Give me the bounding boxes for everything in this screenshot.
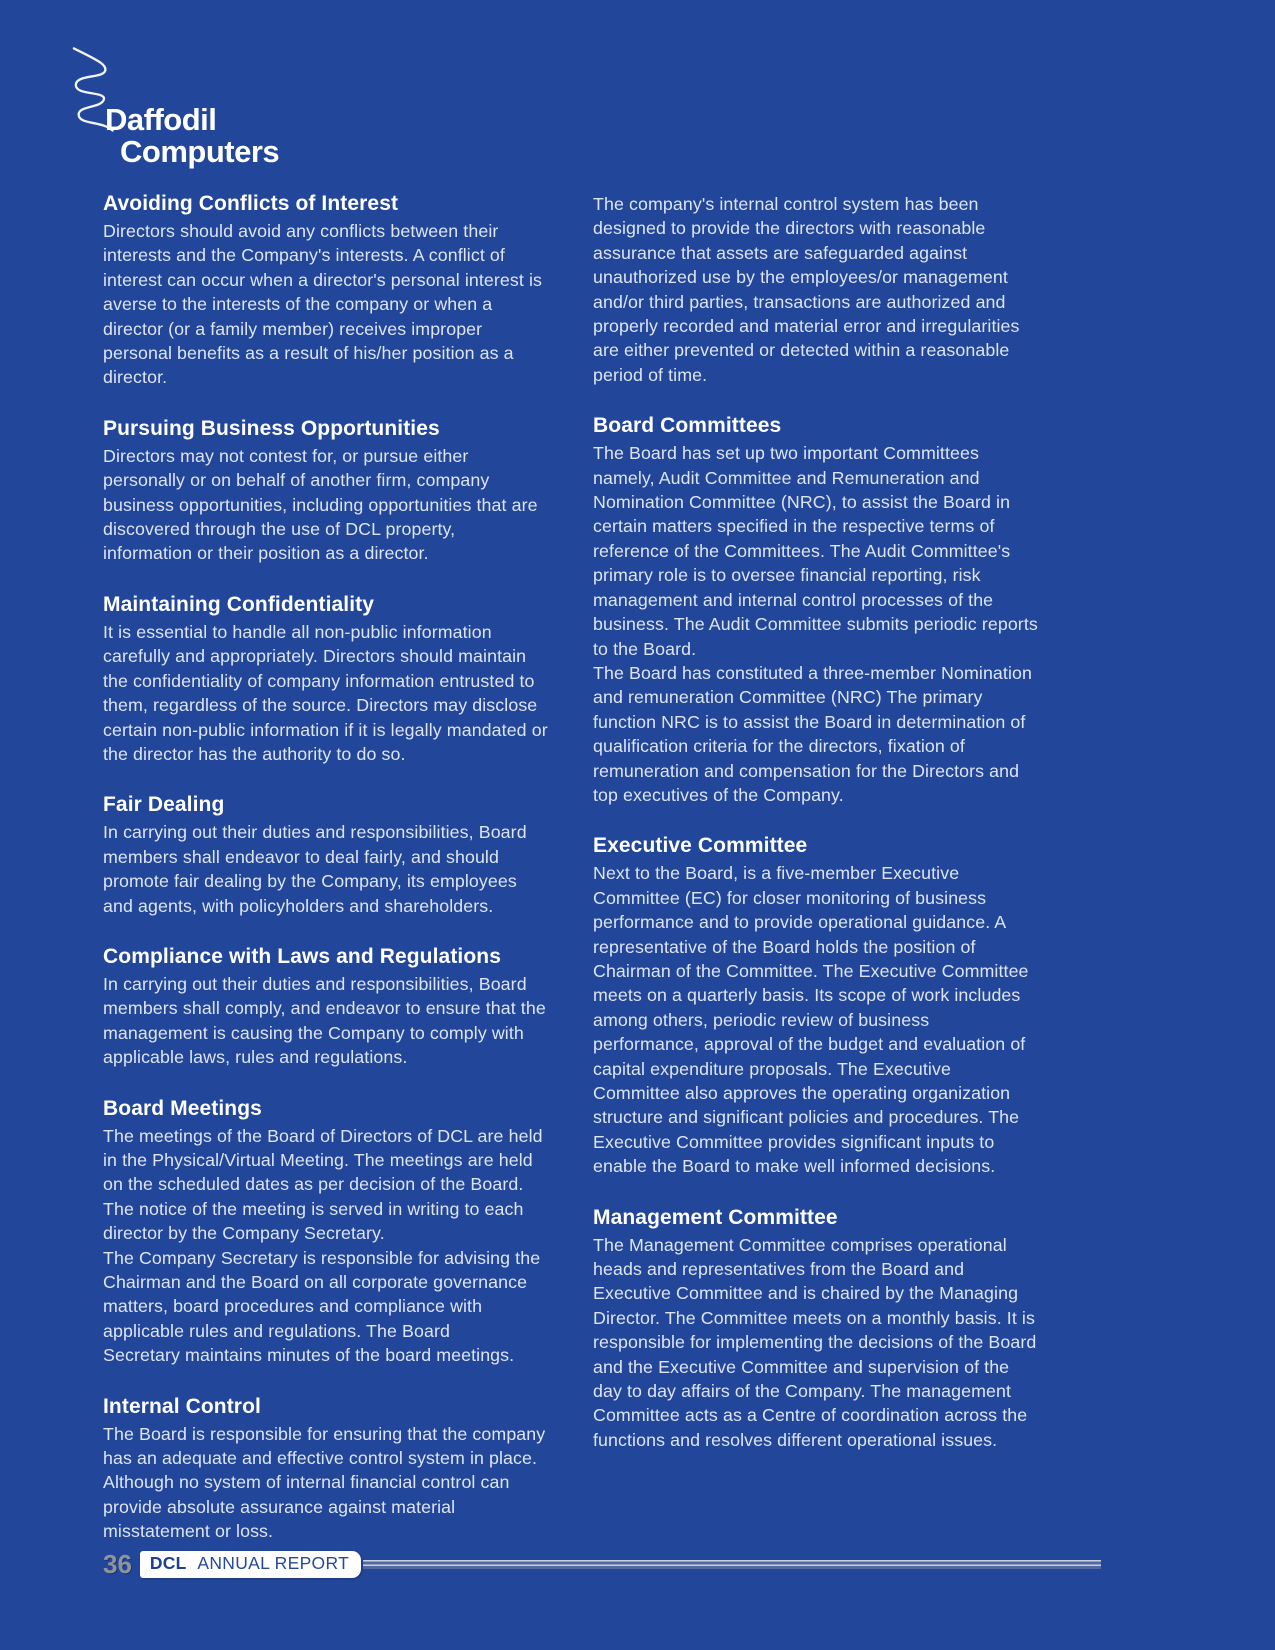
section-heading: Maintaining Confidentiality	[103, 592, 375, 616]
logo	[70, 44, 330, 179]
badge-annual-report-label: ANNUAL REPORT	[197, 1553, 350, 1574]
paragraph: Directors should avoid any conflicts between their interests and the Company's interests. A conflict of interest can occur when a director's personal interest is averse to the interests of the company or when a director (or a family member) receives improper personal benefits as a result of his/her position as a director.	[103, 221, 543, 388]
section-board-committees	[593, 414, 1038, 807]
section-pursuing-business-opportunities	[103, 417, 548, 566]
section-maintaining-confidentiality	[103, 593, 548, 766]
page-number: 36	[103, 1549, 132, 1579]
paragraph: In carrying out their duties and responsibilities, Board members shall comply, and endeavor to ensure that the management is causing the Company to comply with applicable laws, rules and regulations.	[103, 973, 546, 1068]
section-fair-dealing	[103, 793, 548, 918]
section-heading: Fair Dealing	[103, 793, 225, 817]
section-avoiding-conflicts-of-interest	[103, 192, 548, 390]
left-column	[103, 192, 548, 1574]
footer-rule	[363, 1560, 1101, 1569]
paragraph: The Management Committee comprises operational heads and representatives from the Board and Executive Committee and is chaired by the Managing Director. The Committee meets on a monthly basis. It is responsible for implementing the decisions of the Board and the Executive Committee and supervision of the day to day affairs of the Company. The management Committee acts as a Centre of coordination across the functions and resolves different operational issues.	[593, 1234, 1037, 1450]
section-heading: Board Committees	[593, 414, 782, 438]
logo-text	[105, 104, 279, 167]
section-internal-control-continued	[593, 192, 1038, 387]
paragraph: The company's internal control system has been designed to provide the directors with reasonable assurance that assets are safeguarded against unauthorized use by the employees/or management and/or third parties, transactions are authorized and properly recorded and material error and irregularities are either prevented or detected within a reasonable period of time.	[593, 194, 1020, 385]
footer	[103, 1549, 1101, 1580]
paragraph: It is essential to handle all non-public information carefully and appropriately. Directors should maintain the confidentiality of company information entrusted to them, regardless of the source. Directors may disclose certain non-public information if it is legally mandated or the director has the authority to do so.	[103, 621, 548, 764]
paragraph: The meetings of the Board of Directors of DCL are held in the Physical/Virtual Meeting. The meetings are held on the scheduled dates as per decision of the Board. The notice of the meeting is served in writing to each director by the Company Secretary.	[103, 1125, 543, 1244]
section-management-committee	[593, 1206, 1038, 1453]
paragraph: In carrying out their duties and responsibilities, Board members shall endeavor to deal fairly, and should promote fair dealing by the Company, its employees and agents, with policyholders and shareholders.	[103, 822, 527, 916]
logo-wordmark-line1: Daffodil	[105, 102, 217, 137]
badge-dcl-label: DCL	[149, 1553, 187, 1574]
paragraph: The Board has constituted a three-member Nomination and remuneration Committee (NRC) The primary function NRC is to assist the Board in determination of qualification criteria for the directors, fixation of remuneration and compensation for the Directors and top executives of the Company.	[593, 662, 1032, 805]
section-internal-control	[103, 1395, 548, 1544]
section-heading: Pursuing Business Opportunities	[103, 416, 440, 440]
right-column	[593, 192, 1038, 1571]
section-heading: Internal Control	[103, 1394, 261, 1418]
paragraph: The Company Secretary is responsible for advising the Chairman and the Board on all corporate governance matters, board procedures and compliance with applicable rules and regulations. The Board	[103, 1247, 541, 1341]
paragraph: The Board is responsible for ensuring that the company has an adequate and effective control system in place. Although no system of internal financial control can provide absolute assurance against material misstatement or loss.	[103, 1423, 546, 1542]
paragraph: Directors may not contest for, or pursue either personally or on behalf of another firm, company business opportunities, including opportunities that are discovered through the use of DCL property, information or their position as a director.	[103, 445, 538, 564]
section-heading: Management Committee	[593, 1205, 838, 1229]
section-heading: Executive Committee	[593, 834, 808, 858]
paragraph: Next to the Board, is a five-member Executive Committee (EC) for closer monitoring of business performance and to provide operational guidance. A representative of the Board holds the position of Chairman of the Committee. The Executive Committee meets on a quarterly basis. Its scope of work includes among others, periodic review of business performance, approval of the budget and evaluation of capital expenditure proposals. The Executive Committee also approves the operating organization structure and significant policies and procedures. The Executive Committee provides significant inputs to enable the Board to make well informed decisions.	[593, 863, 1029, 1177]
logo-wordmark-line2: Computers	[120, 134, 280, 169]
section-compliance-with-laws	[103, 945, 548, 1070]
section-heading: Board Meetings	[103, 1096, 262, 1120]
section-board-meetings	[103, 1097, 548, 1368]
paragraph: The Board has set up two important Committees namely, Audit Committee and Remuneration and Nomination Committee (NRC), to assist the Board in certain matters specified in the respective terms of reference of the Committees. The Audit Committee's primary role is to oversee financial reporting, risk management and internal control processes of the business. The Audit Committee submits periodic reports to the Board.	[593, 443, 1038, 659]
section-executive-committee	[593, 834, 1038, 1178]
paragraph: Secretary maintains minutes of the board meetings.	[103, 1345, 515, 1366]
content-columns	[103, 192, 1038, 1574]
report-badge	[140, 1551, 361, 1577]
section-heading: Compliance with Laws and Regulations	[103, 944, 501, 968]
section-heading: Avoiding Conflicts of Interest	[103, 192, 399, 215]
